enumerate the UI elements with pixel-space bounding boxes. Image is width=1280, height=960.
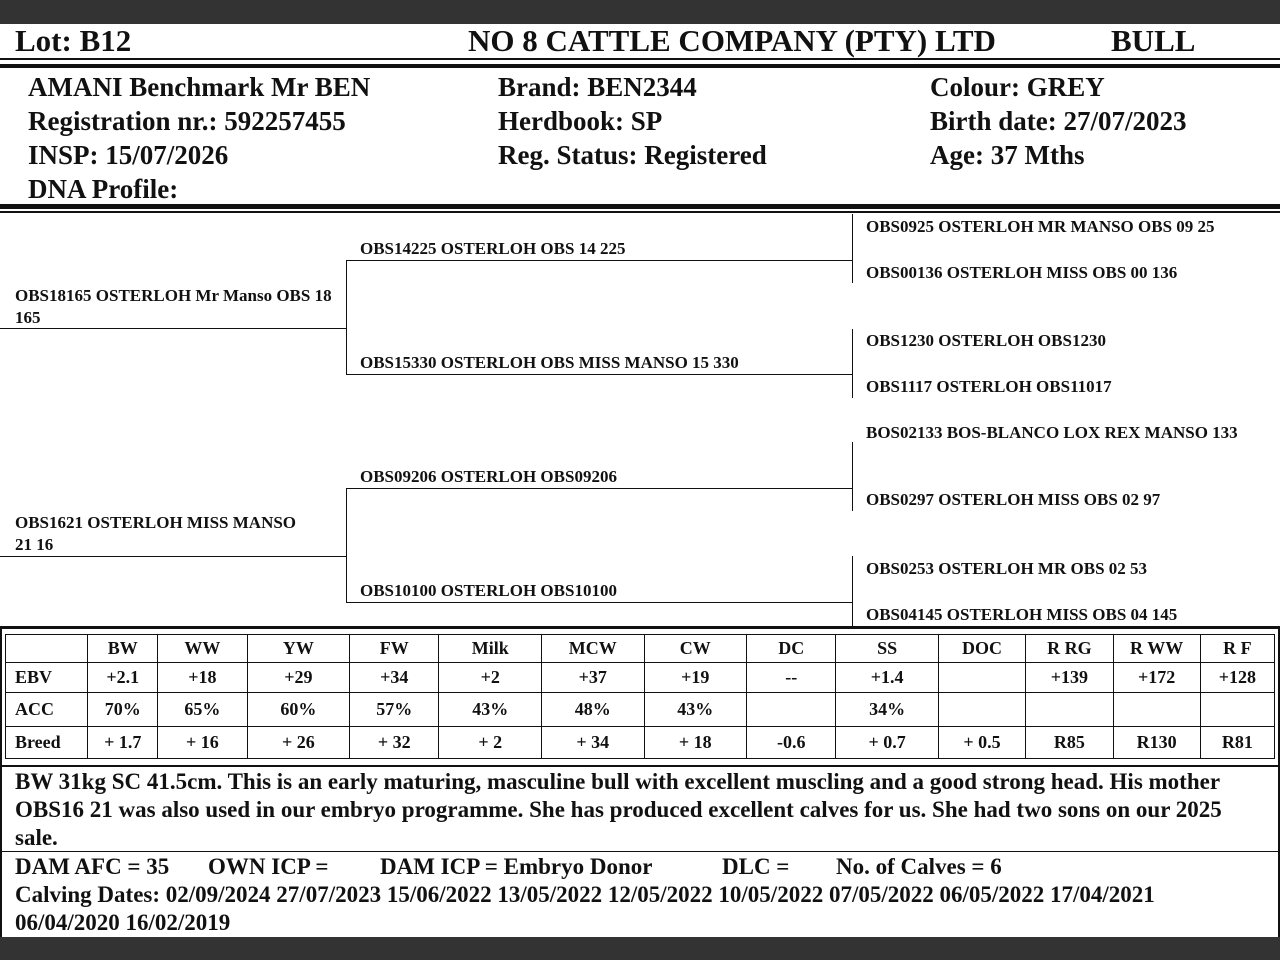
acc-cell — [1026, 693, 1113, 727]
breed-cell: + 32 — [350, 727, 439, 759]
animal-name: AMANI Benchmark Mr BEN — [28, 72, 371, 102]
pedigree-dd-dam: OBS04145 OSTERLOH MISS OBS 04 145 — [866, 605, 1178, 624]
ebv-cell: +34 — [350, 663, 439, 693]
ebv-cell: +139 — [1026, 663, 1113, 693]
pedigree-bracket — [852, 329, 853, 398]
ebv-header-cell: FW — [350, 635, 439, 663]
pedigree-line — [0, 328, 346, 329]
header-divider — [0, 58, 1280, 60]
info-divider-thin — [0, 211, 1280, 213]
lot-number: Lot: B12 — [15, 23, 132, 58]
dna-profile: DNA Profile: — [28, 174, 179, 204]
number-of-calves: No. of Calves = 6 — [836, 854, 1002, 879]
ebv-header-cell: R F — [1200, 635, 1274, 663]
ebv-header-cell: DC — [747, 635, 836, 663]
ebv-header-cell: MCW — [541, 635, 644, 663]
pedigree-line — [346, 602, 852, 603]
ebv-cell: +172 — [1113, 663, 1200, 693]
breed-cell: + 26 — [247, 727, 350, 759]
acc-cell: 43% — [644, 693, 747, 727]
ebv-cell: +2.1 — [88, 663, 158, 693]
ebv-cell: +19 — [644, 663, 747, 693]
ebv-header-cell — [6, 635, 88, 663]
breed-cell: + 1.7 — [88, 727, 158, 759]
pedigree-bracket — [852, 556, 853, 626]
bottom-bar — [0, 937, 1280, 960]
pedigree-dam: OBS1621 OSTERLOH MISS MANSO 21 16 — [15, 513, 297, 554]
breed-row-label: Breed — [6, 727, 88, 759]
colour: Colour: GREY — [930, 72, 1105, 102]
ebv-row — [6, 663, 1275, 693]
pedigree-bracket — [852, 214, 853, 283]
ebv-header-cell: CW — [644, 635, 747, 663]
own-icp: OWN ICP = — [208, 854, 329, 879]
pedigree-sire-sire: OBS14225 OSTERLOH OBS 14 225 — [360, 239, 626, 258]
animal-sex: BULL — [1111, 23, 1196, 58]
pedigree-sd-dam: OBS1117 OSTERLOH OBS11017 — [866, 377, 1112, 396]
pedigree-bracket — [852, 442, 853, 511]
pedigree-bracket — [346, 260, 347, 375]
pedigree-sire: OBS18165 OSTERLOH Mr Manso OBS 18 165 — [15, 286, 332, 327]
breed-cell: + 0.7 — [836, 727, 939, 759]
pedigree-line — [346, 260, 852, 261]
breed-cell: -0.6 — [747, 727, 836, 759]
pedigree-ds-dam: OBS0297 OSTERLOH MISS OBS 02 97 — [866, 490, 1161, 509]
comments-divider — [0, 851, 1280, 852]
dam-afc: DAM AFC = 35 — [15, 854, 170, 879]
pedigree-dam-sire: OBS09206 OSTERLOH OBS09206 — [360, 467, 617, 486]
acc-cell: 43% — [439, 693, 542, 727]
ebv-header-cell: R RG — [1026, 635, 1113, 663]
ebv-header-cell: WW — [158, 635, 247, 663]
age: Age: 37 Mths — [930, 140, 1085, 170]
breed-cell: + 0.5 — [938, 727, 1025, 759]
pedigree-ss-dam: OBS00136 OSTERLOH MISS OBS 00 136 — [866, 263, 1178, 282]
pedigree-sire-dam: OBS15330 OSTERLOH OBS MISS MANSO 15 330 — [360, 353, 739, 372]
acc-cell — [938, 693, 1025, 727]
header-divider-thick — [0, 64, 1280, 68]
pedigree-line — [0, 556, 346, 557]
ebv-header-cell: BW — [88, 635, 158, 663]
ebv-cell: +37 — [541, 663, 644, 693]
breed-cell: R81 — [1200, 727, 1274, 759]
breed-cell: + 2 — [439, 727, 542, 759]
ebv-header-row — [6, 635, 1275, 663]
pedigree-line — [346, 374, 852, 375]
ebv-cell — [938, 663, 1025, 693]
ebv-header-cell: YW — [247, 635, 350, 663]
ebv-table — [5, 634, 1275, 759]
acc-cell: 34% — [836, 693, 939, 727]
table-bottom-border — [0, 765, 1280, 767]
top-bar — [0, 0, 1280, 24]
ebv-header-cell: DOC — [938, 635, 1025, 663]
herdbook: Herdbook: SP — [498, 106, 663, 136]
pedigree-dam-dam: OBS10100 OSTERLOH OBS10100 — [360, 581, 617, 600]
ebv-cell: -- — [747, 663, 836, 693]
company-name: NO 8 CATTLE COMPANY (PTY) LTD — [468, 23, 996, 58]
ebv-cell: +128 — [1200, 663, 1274, 693]
table-top-border — [0, 626, 1280, 629]
pedigree-ds-sire: BOS02133 BOS-BLANCO LOX REX MANSO 133 — [866, 423, 1238, 442]
brand: Brand: BEN2344 — [498, 72, 697, 102]
breed-cell: R130 — [1113, 727, 1200, 759]
pedigree-ss-sire: OBS0925 OSTERLOH MR MANSO OBS 09 25 — [866, 217, 1215, 236]
ebv-cell: +1.4 — [836, 663, 939, 693]
ebv-cell: +29 — [247, 663, 350, 693]
acc-cell: 57% — [350, 693, 439, 727]
frame-left — [0, 626, 2, 937]
breed-cell: + 18 — [644, 727, 747, 759]
breed-cell: + 34 — [541, 727, 644, 759]
inspection-date: INSP: 15/07/2026 — [28, 140, 229, 170]
pedigree-dd-sire: OBS0253 OSTERLOH MR OBS 02 53 — [866, 559, 1148, 578]
acc-cell: 48% — [541, 693, 644, 727]
ebv-header-cell: R WW — [1113, 635, 1200, 663]
ebv-header-cell: Milk — [439, 635, 542, 663]
info-divider — [0, 204, 1280, 209]
ebv-cell: +2 — [439, 663, 542, 693]
birth-date: Birth date: 27/07/2023 — [930, 106, 1187, 136]
acc-cell — [747, 693, 836, 727]
pedigree-bracket — [346, 488, 347, 602]
dam-icp: DAM ICP = Embryo Donor — [380, 854, 653, 879]
ebv-header-cell: SS — [836, 635, 939, 663]
ebv-cell: +18 — [158, 663, 247, 693]
acc-cell: 60% — [247, 693, 350, 727]
breed-row — [6, 727, 1275, 759]
acc-cell: 65% — [158, 693, 247, 727]
ebv-row-label: EBV — [6, 663, 88, 693]
acc-row-label: ACC — [6, 693, 88, 727]
breed-cell: + 16 — [158, 727, 247, 759]
comments-text: BW 31kg SC 41.5cm. This is an early maturing, masculine bull with excellent muscling and a good strong head. His mother OBS16 21 was also used in our embryo programme. She has produced excellent calves for us. She had two sons on our 2025 sale. — [15, 769, 1222, 850]
dlc: DLC = — [722, 854, 790, 879]
acc-cell: 70% — [88, 693, 158, 727]
registration-status: Reg. Status: Registered — [498, 140, 767, 170]
pedigree-line — [346, 488, 852, 489]
acc-row — [6, 693, 1275, 727]
registration-number: Registration nr.: 592257455 — [28, 106, 346, 136]
pedigree-sd-sire: OBS1230 OSTERLOH OBS1230 — [866, 331, 1106, 350]
acc-cell — [1113, 693, 1200, 727]
breed-cell: R85 — [1026, 727, 1113, 759]
acc-cell — [1200, 693, 1274, 727]
calving-dates: Calving Dates: 02/09/2024 27/07/2023 15/06/2022 13/05/2022 12/05/2022 10/05/2022 07/05/2022 06/05/2022 17/04/2021 06/04/2020 16/02/2019 — [15, 882, 1155, 935]
